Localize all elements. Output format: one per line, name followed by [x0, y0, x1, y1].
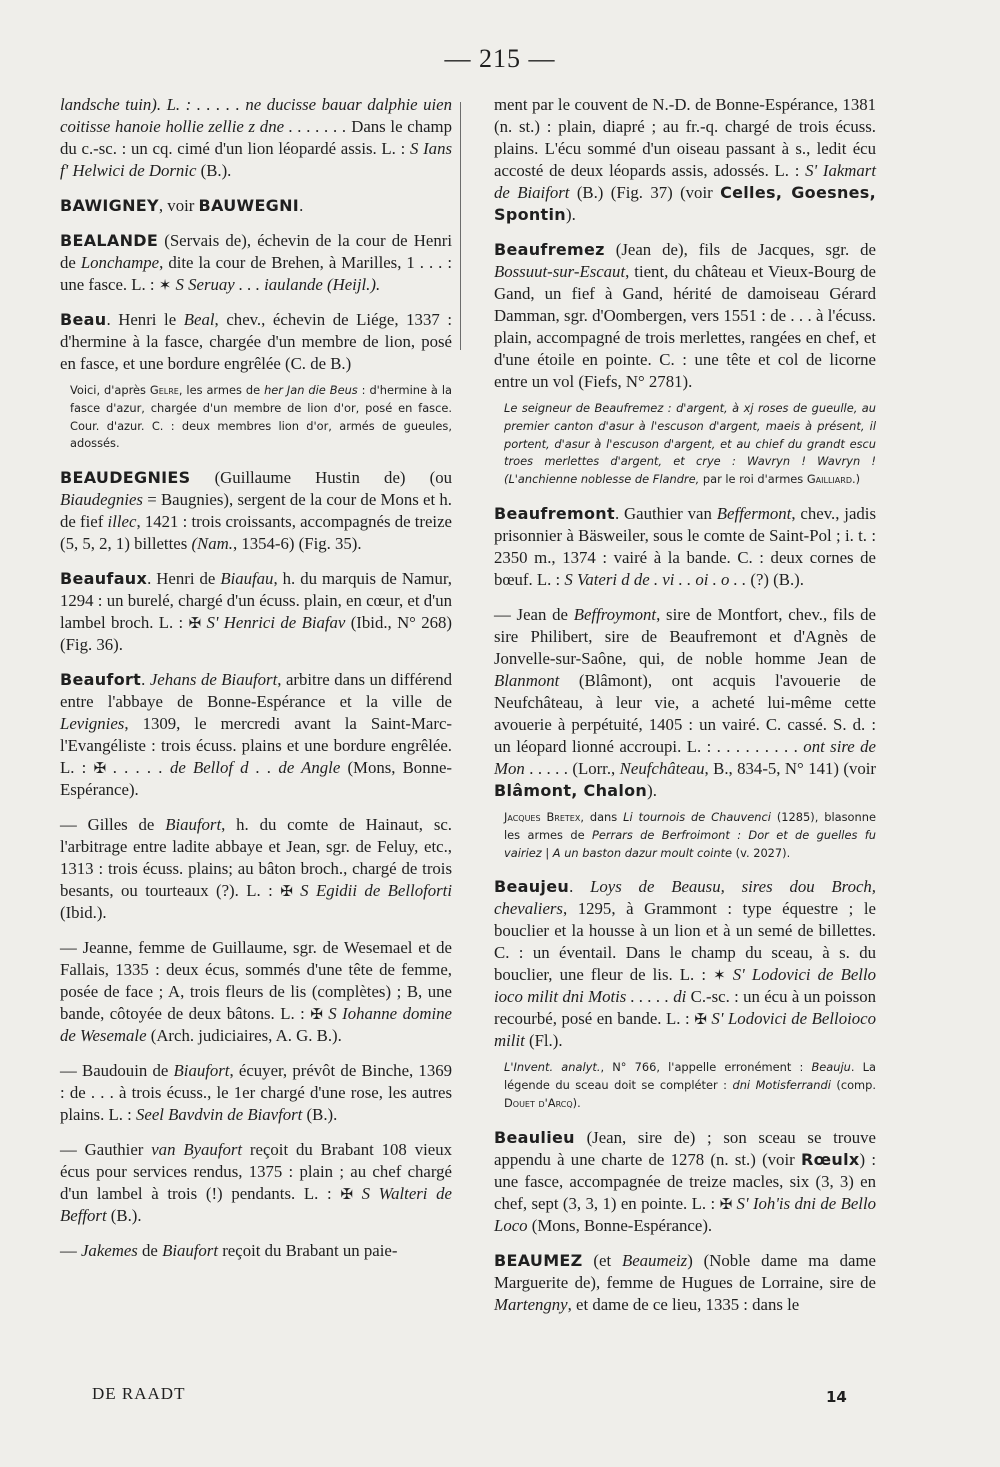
body-text: (Arch. judiciaires, A. G. B.). — [146, 1026, 342, 1046]
body-text: (Mons, Bonne-Espérance). — [60, 758, 453, 800]
cross-symbol-icon: ✠ — [188, 614, 202, 633]
italic-text: S' Ioh'is dni de Bello Loco — [494, 1193, 877, 1235]
body-text: , 1309, le mercredi avant la Saint-Marc-l'Evangéliste : trois écuss. plains et une bordure engrêlée. L. : — [60, 714, 452, 778]
body-text: : d'hermine à la fasce d'azur, chargée d'un membre de lion d'or, posé en fasce. Cour. d'azur. C. : deux membres lion d'or, armés de gueules, adossés. — [70, 383, 452, 451]
body-text: (B.) (Fig. 37) (voir — [569, 183, 721, 202]
italic-text: Biaufau — [220, 569, 274, 589]
cross-symbol-icon: ✶ — [158, 276, 172, 294]
body-text: . — [299, 196, 304, 215]
cross-symbol-icon: ✠ — [93, 759, 107, 778]
body-text: — Gauthier — [60, 1140, 152, 1160]
headword: BEALANDE — [60, 231, 159, 250]
headword: BAUWEGNI — [198, 196, 300, 215]
italic-text: Biaufort — [162, 1241, 219, 1261]
italic-text: Biaufort — [173, 1061, 230, 1081]
italic-text: dni Motisferrandi — [732, 1078, 831, 1093]
printer-signature: DE RAADT — [92, 1384, 186, 1403]
footnote — [60, 382, 452, 453]
cross-symbol-icon: ✠ — [310, 1005, 323, 1024]
headword: Rœulx — [800, 1149, 860, 1169]
body-text: (Fl.). — [524, 1031, 563, 1051]
body-text: ment par le couvent de N.-D. de Bonne-Espérance, 1381 (n. st.) : plain, diapré ; au fr.-q. chargé de trois écuss. plains. L'écu sommé d'un oiseau passant à s., ledit écu accosté de deux léopards assis, adossés. L. : — [494, 95, 876, 180]
body-text: (Jean, sire de) ; son sceau se trouve appendu à une charte de 1278 (n. st.) (voir — [494, 1127, 876, 1169]
body-text: (?) (B.). — [746, 569, 804, 589]
body-text: reçoit du Brabant un paie- — [218, 1241, 398, 1261]
headword: Beaufremont — [494, 503, 615, 523]
cross-symbol-icon: ✠ — [694, 1010, 707, 1029]
italic-text: Bossuut-sur-Escaut — [494, 262, 626, 281]
dictionary-entry — [494, 604, 876, 802]
body-text: , les armes de — [178, 383, 265, 397]
italic-text: Jehans de Biaufort — [149, 670, 278, 690]
body-text: C.-sc. : un écu à un poisson recourbé, posé en bande. L. : — [494, 987, 876, 1029]
headword: Celles, Goesnes, Spontin — [494, 183, 876, 224]
small-caps-text: Gelre — [149, 383, 179, 397]
footnote — [494, 400, 876, 489]
footnote — [494, 809, 876, 862]
body-text: , chev., jadis prisonnier à Bäsweiler, sous le comte de Saint-Pol ; i. t. : 2350 m., 1374 : vairé à la bande. C. : deux cornes de bœuf. L. : — [494, 503, 876, 589]
italic-text: S Iohanne domine de Wesemale — [60, 1004, 452, 1046]
page-number: — 215 — — [444, 44, 556, 73]
body-text: (Servais de), échevin de la cour de Henri de — [60, 231, 452, 272]
italic-text: Lonchampe — [80, 253, 160, 272]
body-text: . La légende du sceau doit se compléter : — [504, 1060, 876, 1093]
footnote — [494, 1059, 876, 1112]
column-divider — [460, 102, 461, 350]
body-text: par le roi d'armes — [699, 472, 807, 487]
dictionary-entry — [60, 669, 452, 801]
dictionary-entry — [60, 814, 452, 924]
body-text: . — [141, 670, 150, 690]
small-caps-text: Douet d'Arcq — [504, 1095, 573, 1110]
cross-symbol-icon: ✠ — [719, 1194, 733, 1213]
dictionary-entry — [60, 195, 452, 217]
body-text: (Blâmont), ont acquis l'avouerie de Neufchâteau, à leur vie, a acheté lui-même cette avouerie à perpétuité, 1405 : un vairé. C. cassé. S. d. : un léopard lionné accroupi. L. : . . . . . . . . . — [494, 670, 876, 756]
italic-text: S' Iakmart de Biaifort — [494, 161, 876, 202]
body-text: (comp. — [830, 1078, 876, 1093]
italic-text: illec — [107, 512, 137, 532]
body-text: ). — [572, 1095, 581, 1110]
body-text: , voir — [158, 196, 199, 215]
dictionary-entry — [60, 568, 452, 656]
body-text: , tient, du château et Vieux-Bourg de Gand, un fief à Gand, hérité de damoiseau Gérard Damman, sgr. d'Oombergen, vers 1551 : de . . . à l'écuss. plain, accompagné de trois merlettes, rangées en chef, et d'une étoile en pointe. C. : une tête et col de licorne entre un vol (Fiefs, N° 2781). — [494, 262, 876, 391]
italic-text: Beal — [183, 310, 215, 329]
dictionary-entry — [60, 1139, 452, 1227]
body-text: , chev., échevin de Liége, 1337 : d'hermine à la fasce, chargée d'un membre de lion, posé en fasce, et une bordure engrêlée (C. de B.) — [60, 310, 452, 373]
italic-text: Beauju — [811, 1060, 851, 1075]
italic-text: Neufchâteau — [619, 758, 705, 778]
body-text: (Ibid., N° 268) (Fig. 36). — [60, 613, 452, 655]
headword: Beaulieu — [494, 1127, 575, 1147]
body-text: (et — [582, 1250, 622, 1270]
italic-text: Biaudegnies — [60, 490, 143, 510]
dictionary-entry — [494, 876, 876, 1052]
body-text: — Jeanne, femme de Guillaume, sgr. de Wesemael et de Fallais, 1335 : deux écus, sommés d'une tête de femme, posée de face ; A, trois fleurs de lis (complètes) ; B, une bande, côtoyée de deux bâtons. L. : — [60, 938, 452, 1024]
body-text: . . . . . (Lorr., — [524, 758, 620, 778]
body-text: , 1354-6) (Fig. 35). — [232, 534, 362, 554]
dictionary-entry — [60, 309, 452, 375]
headword: Beaufremez — [494, 240, 605, 259]
italic-text: S Egidii de Belloforti — [292, 881, 452, 901]
italic-text: Le seigneur de Beaufremez : d'argent, à xj roses de gueulle, au premier canton d'asur à l'escuson d'argent, maeis à présent, il portent, d'asur à l'escuson d'argent, et au chief du grandt escu troes merlettes d'argent, et crye : Wavryn ! Wavryn ! (L'anchienne noblesse de Flandre, — [504, 401, 876, 487]
italic-text: S' Lodovici de Bello ioco milit dni Motis . . . . . di — [494, 965, 876, 1007]
body-text: (1285), blasonne les armes de — [504, 809, 876, 842]
dictionary-entry — [494, 503, 876, 591]
italic-text: Li tournois de Chauvenci — [623, 809, 771, 824]
body-text: ) : une fasce, accompagnée de treize macles, six (3, 3) en chef, sept (3, 3, 1) en pointe. L. : — [494, 1149, 876, 1213]
italic-text: Beaumeiz — [621, 1250, 688, 1270]
italic-text: van Byaufort — [151, 1140, 243, 1160]
body-text: (B.). — [106, 1206, 142, 1226]
small-caps-text: Jacques Bretex — [504, 809, 581, 824]
italic-text: . . . . . de Bellof d . . de Angle — [106, 758, 341, 778]
dictionary-entry — [60, 467, 452, 555]
italic-text: S Ians f' Helwici de Dornic — [60, 139, 452, 180]
body-text: , 1421 : trois croissants, accompagnés de treize (5, 5, 2, 1) billettes — [60, 512, 452, 554]
headword: BEAUDEGNIES — [60, 468, 191, 488]
headword: Beaujeu — [494, 877, 570, 897]
body-text: Dans le champ du c.-sc. : un cq. cimé d'un lion léopardé assis. L. : — [60, 117, 452, 158]
italic-text: S' Henrici de Biafav — [201, 613, 346, 633]
headword: BEAUMEZ — [494, 1250, 583, 1270]
cross-symbol-icon: ✶ — [713, 966, 726, 985]
left-column — [60, 94, 452, 1275]
body-text: — Gilles de — [60, 815, 166, 835]
headword: Beaufaux — [60, 569, 148, 589]
italic-text: S' Lodovici de Belloioco milit — [494, 1009, 876, 1051]
body-text: (Mons, Bonne-Espérance). — [527, 1215, 713, 1235]
body-text: , sire de Montfort, chev., fils de sire Philibert, sire de Beaufremont et d'Agnès de Jonvelle-sur-Saône, qui, de noble homme Jean de — [494, 604, 876, 668]
body-text: — Baudouin de — [60, 1061, 174, 1081]
body-text: . Henri le — [106, 310, 184, 329]
body-text: , 1295, à Grammont : type équestre ; le bouclier et la housse à un lion et à un semé de billettes. C. : un éventail. Dans le champ du sceau, à s. du bouclier, une fleur de lis. L. : — [494, 899, 876, 985]
body-text: , N° 766, l'appelle erronément : — [600, 1060, 812, 1075]
body-text: , arbitre dans un différend entre l'abbaye de Bonne-Espérance et la ville de — [60, 670, 452, 712]
body-text: (v. 2027). — [732, 845, 791, 860]
headword: Beaufort — [60, 670, 142, 690]
dictionary-entry — [60, 94, 452, 182]
dictionary-entry — [60, 1240, 452, 1262]
body-text: (B.). — [196, 161, 232, 180]
italic-text: Loys de Beausu, sires dou Broch, chevaliers — [494, 877, 877, 919]
italic-text: Levignies — [60, 714, 125, 734]
headword: Blâmont, Chalon — [494, 780, 648, 800]
body-text: , dite la cour de Brehen, à Marilles, 1 . . . : une fasce. L. : — [60, 253, 452, 294]
body-text: , dans — [580, 809, 624, 824]
body-text: (Guillaume Hustin de) (ou — [190, 468, 452, 488]
body-text: — — [60, 1241, 81, 1261]
body-text: .) — [851, 472, 861, 487]
body-text: . — [569, 877, 591, 897]
body-text: (Jean de), fils de Jacques, sgr. de — [604, 240, 876, 259]
sheet-number: 14 — [826, 1388, 847, 1406]
italic-text: landsche tuin). L. : . . . . . ne ducisse bauar dalphie uien coitisse hanoie hollie zellie z dne . . . . . . . — [60, 95, 452, 136]
right-column — [494, 94, 876, 1329]
body-text: reçoit du Brabant 108 vieux écus pour services rendus, 1375 : plain ; au chef chargé d'un lambel à trois (!) pendants. L. : — [60, 1140, 452, 1204]
body-text: . Henri de — [147, 569, 221, 589]
dictionary-entry — [494, 239, 876, 393]
cross-symbol-icon: ✠ — [340, 1185, 353, 1204]
dictionary-entry — [60, 1060, 452, 1126]
italic-text: Perrars de Berfroimont : Dor et de guelles fu vairiez | A un baston dazur moult cointe — [504, 827, 876, 860]
italic-text: S Seruay . . . iaulande (Heijl.). — [171, 275, 381, 294]
small-caps-text: Gailliard — [806, 472, 852, 487]
dictionary-entry — [494, 1127, 876, 1237]
italic-text: Seel Bavdvin de Biavfort — [135, 1105, 303, 1125]
body-text: . Gauthier van — [614, 503, 717, 523]
italic-text: L'Invent. analyt. — [504, 1060, 601, 1075]
dictionary-entry — [60, 937, 452, 1047]
dictionary-entry — [494, 1250, 876, 1316]
body-text: Voici, d'après — [70, 383, 150, 397]
headword: BAWIGNEY — [60, 196, 159, 215]
body-text: — Jean de — [494, 604, 574, 624]
italic-text: S Vateri d de . vi . . oi . o . . — [564, 569, 747, 589]
body-text: de — [137, 1241, 163, 1261]
body-text: , h. du comte de Hainaut, sc. l'arbitrage entre ladite abbaye et Jean, sgr. de Feluy, etc., 1313 : trois écuss. plains; au bâton broch., chargé de trois besants, ou tourteaux (?). L. : — [60, 815, 452, 901]
dictionary-entry — [494, 94, 876, 226]
italic-text: ont sire de Mon — [494, 736, 876, 778]
italic-text: Martengny — [494, 1294, 568, 1314]
body-text: = Baugnies), sergent de la cour de Mons et h. de fief — [60, 490, 452, 532]
italic-text: Jakemes — [80, 1241, 138, 1261]
body-text: ) (Noble dame ma dame Marguerite de), femme de Hugues de Lorraine, sire de — [494, 1250, 876, 1292]
italic-text: Beffermont — [716, 503, 792, 523]
cross-symbol-icon: ✠ — [280, 882, 293, 901]
body-text: (B.). — [302, 1105, 338, 1125]
italic-text: Biaufort — [165, 815, 222, 835]
body-text: ). — [647, 780, 657, 800]
body-text: ). — [565, 205, 576, 224]
italic-text: her Jan die Beus — [264, 383, 358, 397]
italic-text: Beffroymont — [573, 604, 657, 624]
italic-text: S Walteri de Beffort — [60, 1184, 452, 1226]
body-text: , B., 834-5, N° 141) (voir — [704, 758, 877, 778]
body-text: , h. du marquis de Namur, 1294 : un burelé, chargé d'un écuss. plain, en cœur, et d'un lambel broch. L. : — [60, 569, 452, 633]
italic-text: (Nam. — [191, 534, 233, 554]
headword: Beau — [60, 310, 107, 329]
italic-text: Blanmont — [494, 670, 560, 690]
body-text: , et dame de ce lieu, 1335 : dans le — [567, 1294, 800, 1314]
dictionary-entry — [60, 230, 452, 296]
body-text: (Ibid.). — [60, 903, 107, 923]
body-text: , écuyer, prévôt de Binche, 1369 : de . . . à trois écuss., le 1er chargé d'une rose, les autres plains. L. : — [60, 1061, 452, 1125]
